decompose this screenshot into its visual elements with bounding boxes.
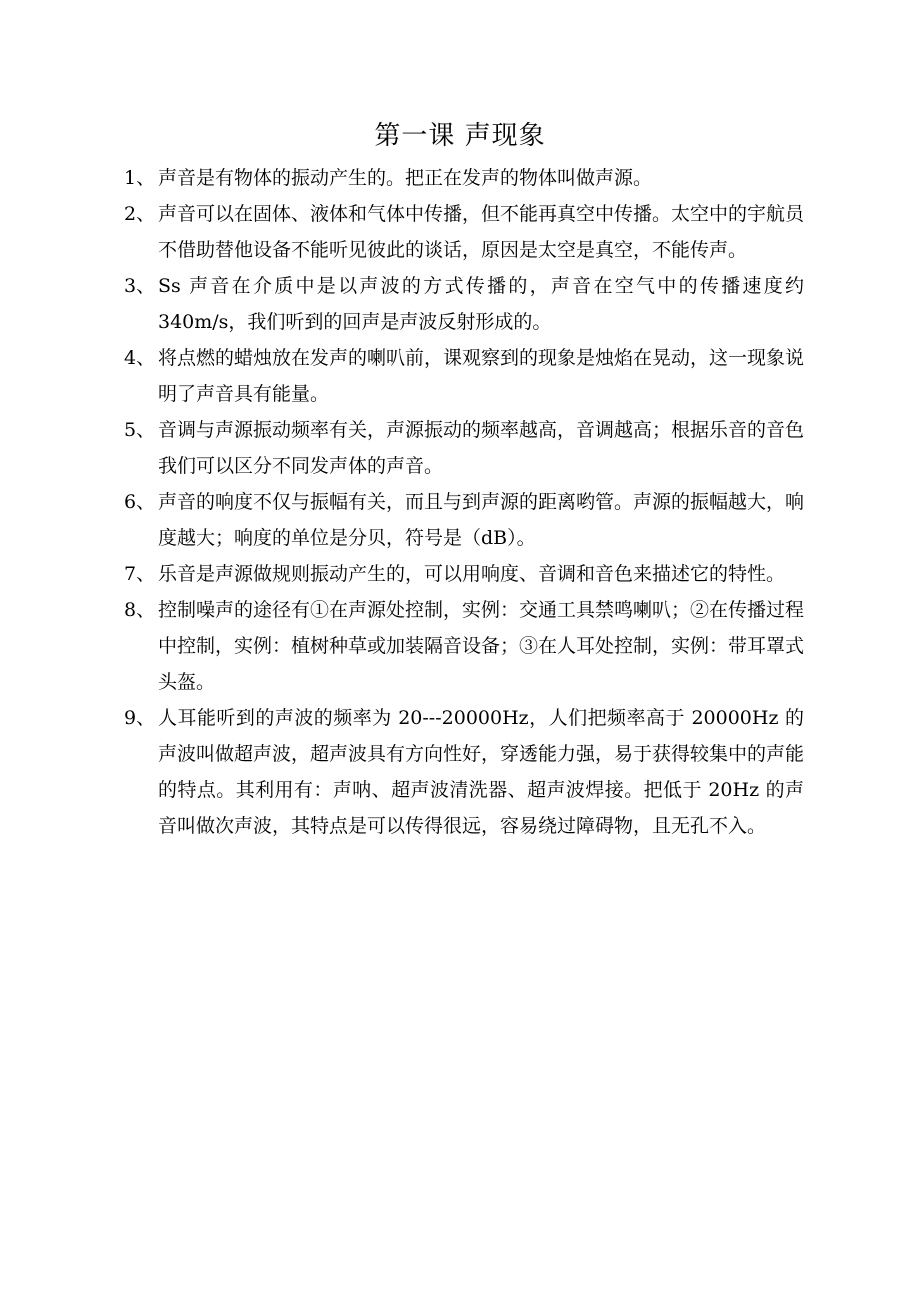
item-text: 声音的响度不仅与振幅有关，而且与到声源的距离哟管。声源的振幅越大，响度越大；响度的单位是分贝，符号是（dB）。 (158, 491, 805, 549)
list-item (124, 160, 804, 196)
list-item (124, 412, 804, 484)
item-text: 音调与声源振动频率有关，声源振动的频率越高，音调越高；根据乐音的音色我们可以区分不同发声体的声音。 (158, 419, 805, 477)
item-number: 8、 (124, 599, 156, 621)
list-item (124, 196, 804, 268)
item-number: 9、 (124, 707, 156, 729)
document-title: 第一课 声现象 (374, 121, 546, 151)
list-item (124, 340, 804, 412)
item-text: Ss 声音在介质中是以声波的方式传播的，声音在空气中的传播速度约 340m/s，我们听到的回声是声波反射形成的。 (158, 275, 804, 333)
item-number: 1、 (124, 167, 156, 189)
numbered-list (124, 160, 804, 844)
list-item (124, 484, 804, 556)
item-number: 7、 (124, 563, 156, 585)
item-number: 5、 (124, 419, 156, 441)
item-number: 2、 (124, 203, 156, 225)
item-text: 声音可以在固体、液体和气体中传播，但不能再真空中传播。太空中的宇航员不借助替他设备不能听见彼此的谈话，原因是太空是真空，不能传声。 (158, 203, 805, 261)
item-text: 将点燃的蜡烛放在发声的喇叭前，课观察到的现象是烛焰在晃动，这一现象说明了声音具有能量。 (158, 347, 805, 405)
item-text: 人耳能听到的声波的频率为 20---20000Hz，人们把频率高于 20000Hz 的声波叫做超声波，超声波具有方向性好，穿透能力强，易于获得较集中的声能的特点。其利用有：声呐、超声波清洗器、超声波焊接。把低于 20Hz 的声音叫做次声波，其特点是可以传得很远，容易绕过障碍物，且无孔不入。 (158, 707, 805, 837)
list-item (124, 268, 804, 340)
item-text: 控制噪声的途径有①在声源处控制，实例：交通工具禁鸣喇叭；②在传播过程中控制，实例：植树种草或加装隔音设备；③在人耳处控制，实例：带耳罩式头盔。 (158, 599, 805, 693)
item-number: 6、 (124, 491, 156, 513)
list-item (124, 592, 804, 700)
item-text: 声音是有物体的振动产生的。把正在发声的物体叫做声源。 (158, 167, 653, 189)
item-text: 乐音是声源做规则振动产生的，可以用响度、音调和音色来描述它的特性。 (158, 563, 786, 585)
item-number: 3、 (124, 275, 156, 297)
list-item (124, 556, 804, 592)
list-item (124, 700, 804, 844)
item-number: 4、 (124, 347, 156, 369)
